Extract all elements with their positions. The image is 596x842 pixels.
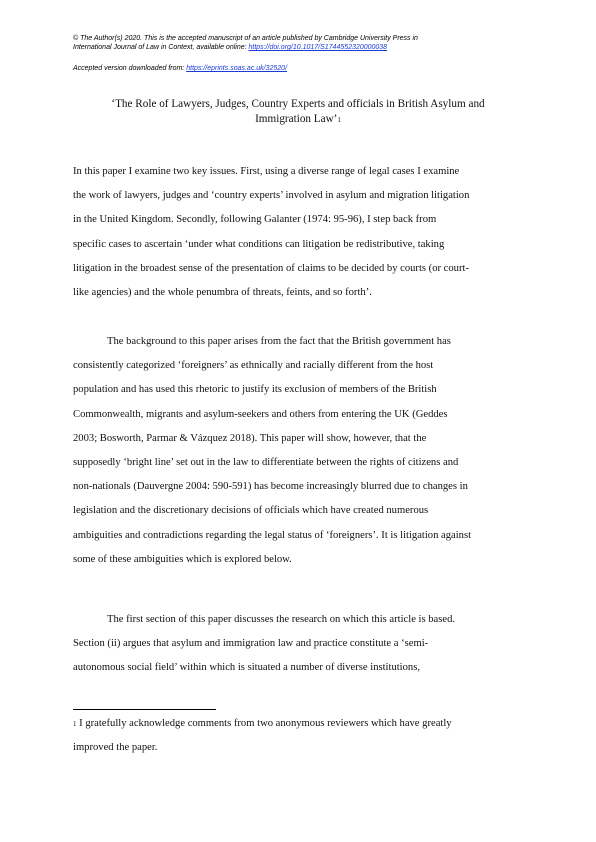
- footnote-mark: 1: [73, 720, 77, 728]
- body-line: The background to this paper arises from the fact that the British government has: [107, 336, 451, 347]
- body-line: some of these ambiguities which is explored below.: [73, 553, 292, 565]
- title-footnote-ref[interactable]: 1: [337, 116, 341, 124]
- paragraph-2: [73, 330, 525, 572]
- body-line: population and has used this rhetoric to justify its exclusion of members of the British: [73, 384, 437, 396]
- doi-link[interactable]: https://doi.org/10.1017/S1744552320000038: [248, 44, 388, 51]
- footnote-divider: [73, 709, 216, 710]
- paragraph-1: [73, 160, 525, 305]
- body-line: Section (ii) argues that asylum and immigration law and practice constitute a ‘semi-: [73, 638, 429, 650]
- copyright-notice: [73, 34, 543, 52]
- body-line: legislation and the discretionary decisions of officials which have created numerous: [73, 505, 429, 517]
- paragraph-3: [73, 608, 525, 681]
- body-line: the work of lawyers, judges and ‘country experts’ involved in asylum and migration litigation: [73, 190, 470, 202]
- body-line: supposedly ‘bright line’ set out in the law to differentiate between the rights of citizens and: [73, 457, 459, 469]
- footnote-text-line-2: improved the paper.: [73, 742, 158, 754]
- title-line-2: Immigration Law’: [255, 113, 338, 125]
- accepted-version-notice: [73, 64, 543, 73]
- body-line: like agencies) and the whole penumbra of threats, feints, and so forth’.: [73, 287, 372, 299]
- body-line: in the United Kingdom. Secondly, following Galanter (1974: 95-96), I step back from: [73, 214, 437, 226]
- body-line: In this paper I examine two key issues. First, using a diverse range of legal cases I examine: [73, 166, 460, 177]
- body-line: non-nationals (Dauvergne 2004: 590-591) has become increasingly blurred due to changes in: [73, 481, 468, 493]
- body-line: autonomous social field’ within which is situated a number of diverse institutions,: [73, 662, 420, 674]
- body-line: The first section of this paper discusses the research on which this article is based.: [107, 614, 456, 625]
- journal-availability: International Journal of Law in Context, available online:: [73, 44, 249, 51]
- body-line: consistently categorized ‘foreigners’ as ethnically and racially different from the host: [73, 360, 434, 372]
- body-line: litigation in the broadest sense of the presentation of claims to be decided by courts (or court-: [73, 262, 469, 274]
- body-line: Commonwealth, migrants and asylum-seekers and others from entering the UK (Geddes: [73, 408, 448, 420]
- eprints-link[interactable]: https://eprints.soas.ac.uk/32520/: [186, 65, 288, 72]
- title-line-1: ‘The Role of Lawyers, Judges, Country Experts and officials in British Asylum and: [111, 98, 485, 110]
- copyright-line: © The Author(s) 2020. This is the accepted manuscript of an article published by Cambridge University Press in: [73, 35, 418, 42]
- body-line: 2003; Bosworth, Parmar & Vázquez 2018). This paper will show, however, that the: [73, 432, 427, 444]
- accepted-version-label: Accepted version downloaded from:: [73, 65, 187, 72]
- body-line: ambiguities and contradictions regarding the legal status of ‘foreigners’. It is litigation against: [73, 529, 472, 541]
- article-title: [60, 97, 536, 128]
- footnote-text-line-1: I gratefully acknowledge comments from two anonymous reviewers which have greatly: [76, 718, 452, 729]
- body-line: specific cases to ascertain ‘under what conditions can litigation be redistributive, taking: [73, 238, 445, 250]
- footnote: [73, 712, 525, 760]
